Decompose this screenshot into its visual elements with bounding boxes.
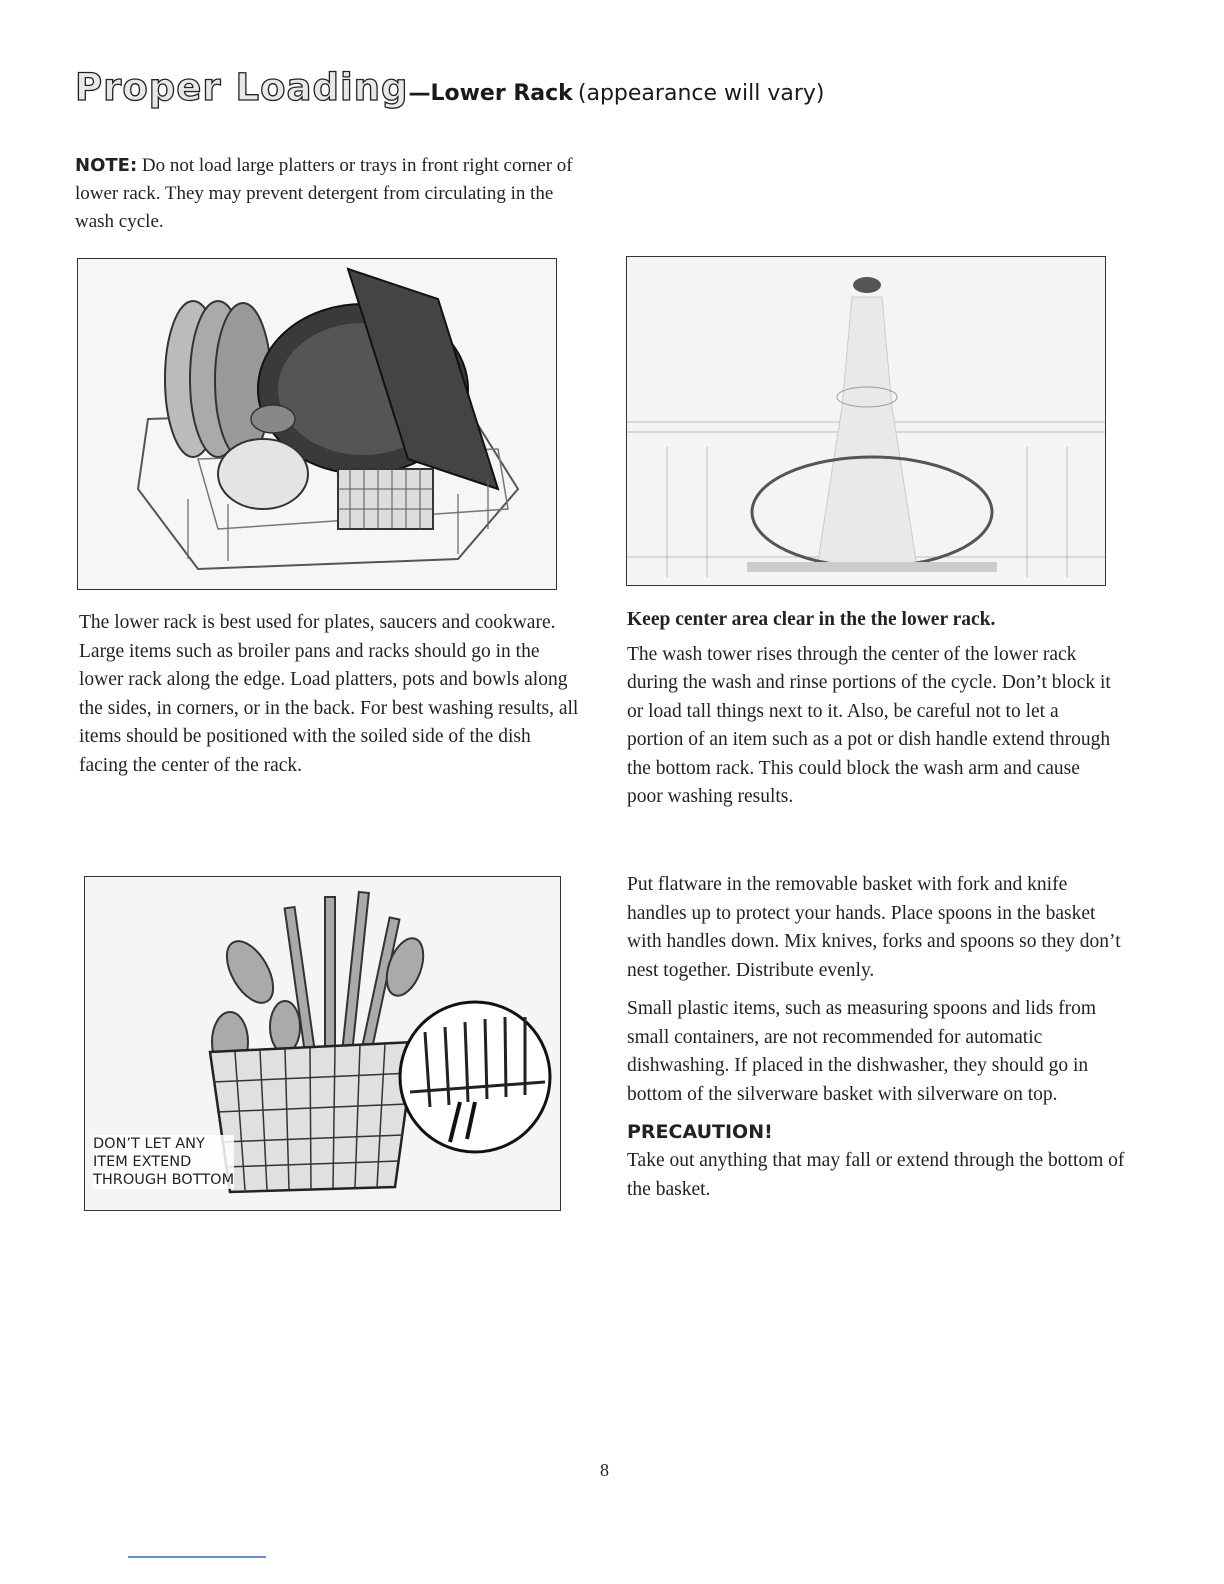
note-block — [75, 152, 575, 236]
precaution-label: PRECAUTION! — [627, 1121, 773, 1143]
basket-callout — [93, 1135, 234, 1189]
lower-rack-description — [79, 609, 579, 790]
lower-rack-photo — [77, 258, 557, 590]
precaution-text: Take out anything that may fall or extend through the bottom of the basket. — [627, 1150, 1125, 1200]
callout-line-3: THROUGH BOTTOM — [93, 1172, 235, 1188]
title-main: Proper Loading — [75, 66, 409, 109]
center-area-heading: Keep center area clear in the the lower rack. — [627, 609, 996, 630]
center-area-section — [627, 606, 1117, 822]
note-label: NOTE: — [75, 155, 138, 176]
flatware-section — [627, 871, 1127, 1214]
note-text: Do not load large platters or trays in front right corner of lower rack. They may prevent detergent from circulating in the wash cycle. — [75, 155, 573, 232]
lower-rack-illustration — [78, 259, 556, 589]
wash-tower-photo — [626, 256, 1106, 586]
footer-line — [128, 1556, 266, 1558]
flatware-paragraph-1: Put flatware in the removable basket with fork and knife handles up to protect your hands. Place spoons in the basket with handles down. Mix knives, forks and spoons so they don’t nest together. Distribute evenly. — [627, 874, 1121, 981]
wash-tower-illustration — [627, 257, 1105, 585]
center-area-paragraph: The wash tower rises through the center of the lower rack during the wash and rinse portions of the cycle. Don’t block it or load tall things next to it. Also, be careful not to let a portion of an item such as a pot or dish handle extend through the bottom rack. This could block the wash arm and cause poor washing results. — [627, 643, 1111, 807]
flatware-paragraph-2: Small plastic items, such as measuring spoons and lids from small containers, are not recommended for automatic dishwashing. If placed in the dishwasher, they should go in bottom of the silverware basket with silverware on top. — [627, 998, 1097, 1105]
callout-line-1: DON’T LET ANY — [93, 1136, 205, 1152]
callout-line-2: ITEM EXTEND — [93, 1154, 192, 1170]
title-note: (appearance will vary) — [577, 81, 825, 106]
page-number: 8 — [600, 1460, 609, 1480]
silverware-basket-photo — [84, 876, 561, 1211]
page-title — [75, 66, 824, 109]
title-sub: —Lower Rack — [408, 81, 573, 106]
lower-rack-paragraph: The lower rack is best used for plates, saucers and cookware. Large items such as broiler pans and racks should go in the lower rack along the edge. Load platters, pots and bowls along the sides, in corners, or in the back. For best washing results, all items should be positioned with the soiled side of the dish facing the center of the rack. — [79, 612, 579, 776]
